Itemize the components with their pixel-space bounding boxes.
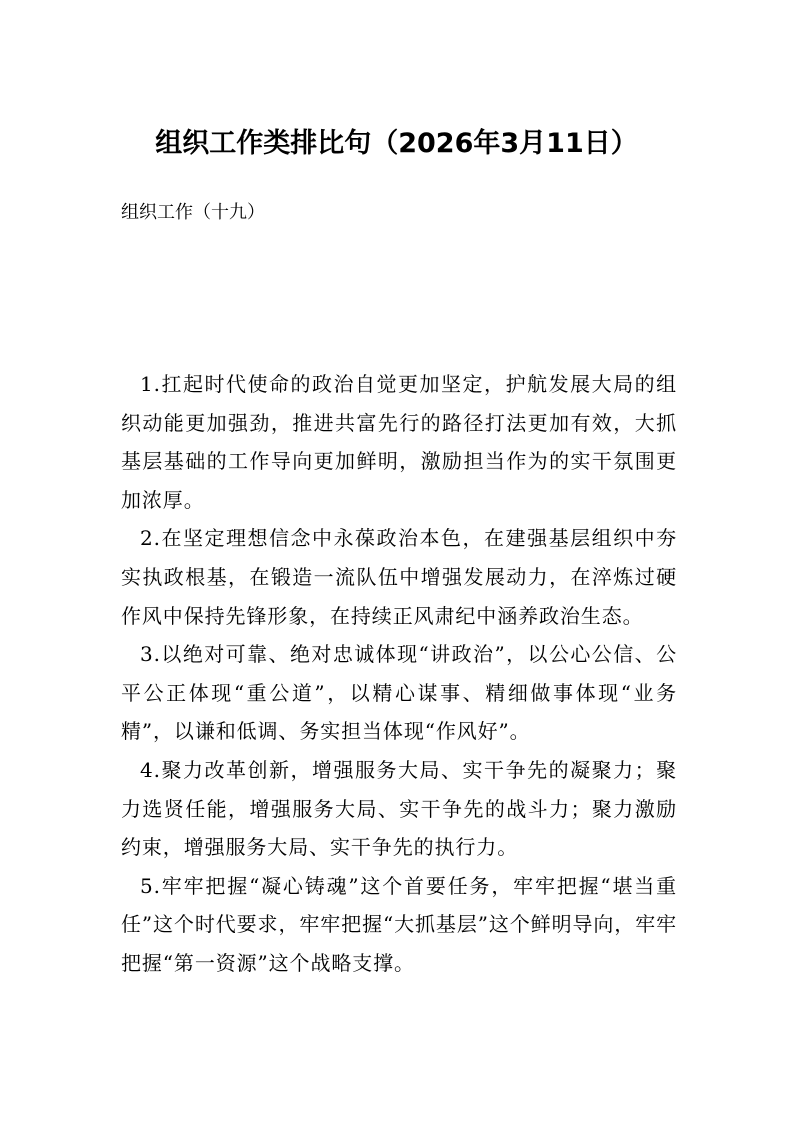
document-title: 组织工作类排比句（2026年3月11日） — [155, 128, 638, 159]
paragraph-1: 1.扛起时代使命的政治自觉更加坚定，护航发展大局的组织动能更加强劲，推进共富先行的路径打法更加有效，大抓基层基础的工作导向更加鲜明，激励担当作为的实干氛围更加浓厚。 — [121, 372, 677, 512]
paragraph-3: 3.以绝对可靠、绝对忠诚体现“讲政治”，以公心公信、公平公正体现“重公道”，以精心谋事、精细做事体现“业务精”，以谦和低调、务实担当体现“作风好”。 — [121, 642, 677, 744]
document-body — [121, 365, 677, 983]
document-subtitle: 组织工作（十九） — [121, 202, 265, 223]
paragraph-4: 4.聚力改革创新，增强服务大局、实干争先的凝聚力；聚力选贤任能，增强服务大局、实干争先的战斗力；聚力激励约束，增强服务大局、实干争先的执行力。 — [121, 757, 677, 860]
paragraph-2: 2.在坚定理想信念中永葆政治本色，在建强基层组织中夯实执政根基，在锻造一流队伍中增强发展动力，在淬炼过硬作风中保持先锋形象，在持续正风肃纪中涵养政治生态。 — [121, 526, 677, 628]
paragraph-5: 5.牢牢把握“凝心铸魂”这个首要任务，牢牢把握“堪当重任”这个时代要求，牢牢把握“大抓基层”这个鲜明导向，牢牢把握“第一资源”这个战略支撑。 — [121, 873, 677, 975]
